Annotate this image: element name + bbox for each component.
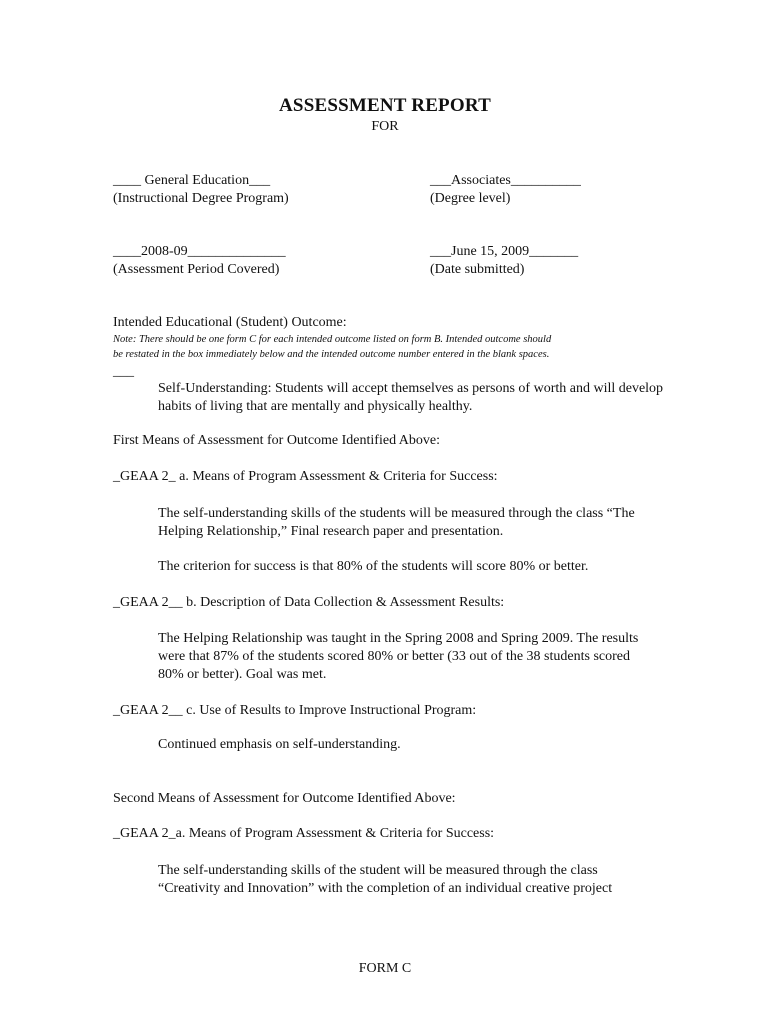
date-submitted-label: (Date submitted) — [430, 262, 525, 277]
second-means-a-heading: _GEAA 2_a. Means of Program Assessment & Criteria for Success: — [113, 826, 495, 841]
program-field-label: (Instructional Degree Program) — [113, 191, 289, 206]
outcome-number-blank: ___ — [113, 364, 134, 379]
report-title: ASSESSMENT REPORT — [279, 95, 491, 116]
first-means-a-heading: _GEAA 2_ a. Means of Program Assessment & Criteria for Success: — [113, 469, 498, 484]
outcome-text: Self-Understanding: Students will accept themselves as persons of worth and will develop habits of living that are mentally and physically healthy. — [158, 381, 664, 414]
first-means-c-text: Continued emphasis on self-understanding. — [158, 737, 401, 752]
program-field: ____ General Education___ — [113, 173, 271, 188]
first-means-heading: First Means of Assessment for Outcome Identified Above: — [113, 433, 441, 448]
first-means-b-text: The Helping Relationship was taught in the Spring 2008 and Spring 2009. The results were that 87% of the students scored 80% or better (33 out of the 38 students scored 80% or better). Goal was met. — [158, 631, 639, 682]
outcome-heading: Intended Educational (Student) Outcome: — [113, 315, 347, 330]
outcome-note-line2: be restated in the box immediately below and the intended outcome number entered in the blank spaces. — [113, 349, 550, 360]
assessment-period-field: ____2008-09______________ — [113, 244, 286, 259]
first-means-c-heading: _GEAA 2__ c. Use of Results to Improve Instructional Program: — [113, 703, 477, 718]
form-label: FORM C — [358, 961, 412, 976]
second-means-a-text: The self-understanding skills of the student will be measured through the class “Creativity and Innovation” with the completion of an individual creative project — [158, 863, 613, 896]
outcome-note-line1: Note: There should be one form C for each intended outcome listed on form B. Intended outcome should — [113, 334, 552, 345]
first-means-criterion: The criterion for success is that 80% of the students will score 80% or better. — [158, 559, 589, 574]
second-means-heading: Second Means of Assessment for Outcome Identified Above: — [113, 791, 456, 806]
degree-level-label: (Degree level) — [430, 191, 511, 206]
assessment-period-label: (Assessment Period Covered) — [113, 262, 280, 277]
degree-level-field: ___Associates__________ — [430, 173, 581, 188]
first-means-b-heading: _GEAA 2__ b. Description of Data Collection & Assessment Results: — [113, 595, 505, 610]
report-subtitle: FOR — [371, 119, 399, 134]
date-submitted-field: ___June 15, 2009_______ — [430, 244, 579, 259]
first-means-a-text: The self-understanding skills of the students will be measured through the class “The Helping Relationship,” Final research paper and presentation. — [158, 506, 635, 539]
